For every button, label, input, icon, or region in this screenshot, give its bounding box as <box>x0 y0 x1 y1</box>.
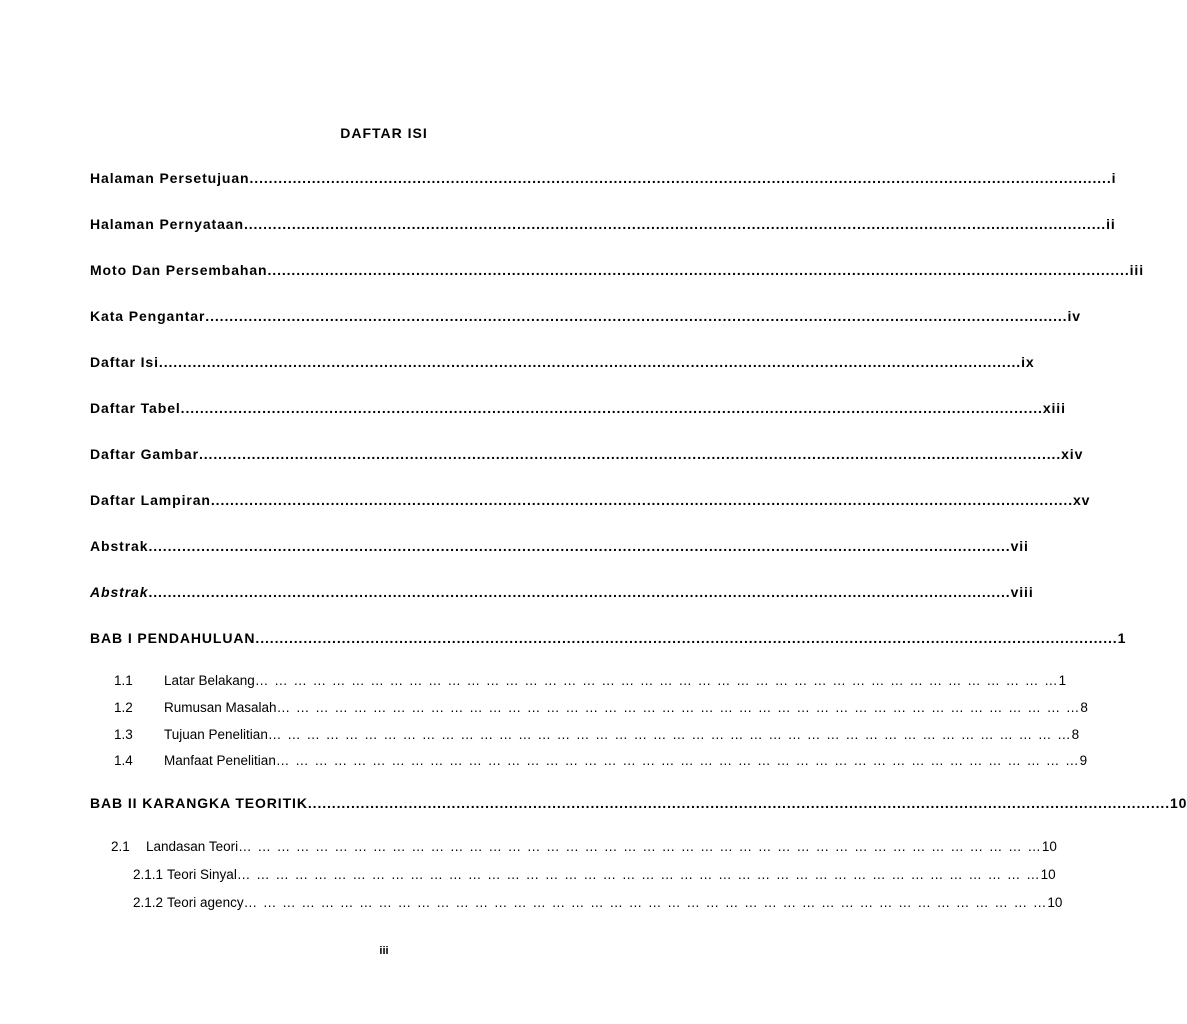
toc-entry-label: Daftar Lampiran <box>90 492 211 508</box>
toc-leader: .................................................................................................................................................................................... <box>148 538 1011 554</box>
toc-leader: .................................................................................................................................................................................... <box>267 262 1130 278</box>
toc-subentry-number: 2.1 <box>111 839 130 854</box>
toc-leader: .................................................................................................................................................................................... <box>307 795 1170 811</box>
toc-entry-label: Halaman Pernyataan <box>90 216 244 232</box>
toc-page-number: 1 <box>1058 673 1067 688</box>
toc-leader: … … … … … … … … … … … … … … … … … … … … … … … … … … … … … … … … … … … … … … … … … … <box>236 867 1041 882</box>
toc-subentry-number: 1.2 <box>114 700 133 715</box>
toc-entry-label: Daftar Gambar <box>90 446 199 462</box>
toc-page-number: xv <box>1073 492 1091 508</box>
toc-subentry-2-1[interactable] <box>111 839 1057 854</box>
toc-entry-label: Daftar Isi <box>90 354 159 370</box>
toc-entry-bab-ii[interactable] <box>90 795 1187 811</box>
toc-page-number: iv <box>1067 308 1081 324</box>
toc-page-number: ix <box>1021 354 1035 370</box>
toc-page-number: 10 <box>1041 839 1057 854</box>
toc-entry-abstrak[interactable] <box>90 538 1029 554</box>
toc-entry-label: Abstrak <box>90 584 149 600</box>
toc-leader: .................................................................................................................................................................................... <box>249 170 1112 186</box>
toc-entry-daftar-lampiran[interactable] <box>90 492 1091 508</box>
toc-page-number: 8 <box>1071 727 1080 742</box>
toc-subentry-label: Teori agency <box>167 895 244 910</box>
toc-leader: .................................................................................................................................................................................... <box>205 308 1068 324</box>
toc-entry-moto-dan-persembahan[interactable] <box>90 262 1144 278</box>
toc-leader: .................................................................................................................................................................................... <box>243 216 1107 232</box>
toc-subentry-1-4[interactable] <box>114 753 1088 768</box>
toc-page-number: 1 <box>1117 630 1127 646</box>
toc-subentry-2-1-1[interactable] <box>133 867 1056 882</box>
toc-leader: … … … … … … … … … … … … … … … … … … … … … … … … … … … … … … … … … … … … … … … … … … <box>238 839 1042 854</box>
toc-subentry-number: 1.4 <box>114 753 133 768</box>
toc-entry-label: Moto Dan Persembahan <box>90 262 268 278</box>
toc-leader: … … … … … … … … … … … … … … … … … … … … … … … … … … … … … … … … … … … … … … … … … … <box>267 727 1072 742</box>
toc-leader: … … … … … … … … … … … … … … … … … … … … … … … … … … … … … … … … … … … … … … … … … … <box>243 895 1048 910</box>
toc-leader: … … … … … … … … … … … … … … … … … … … … … … … … … … … … … … … … … … … … … … … … … … <box>276 700 1081 715</box>
toc-leader: .................................................................................................................................................................................... <box>158 354 1022 370</box>
toc-subentry-1-3[interactable] <box>114 727 1080 742</box>
toc-leader: … … … … … … … … … … … … … … … … … … … … … … … … … … … … … … … … … … … … … … … … … … <box>254 673 1059 688</box>
toc-page-number: viii <box>1010 584 1034 600</box>
toc-entry-halaman-pernyataan[interactable] <box>90 216 1116 232</box>
toc-page-number: iii <box>1129 262 1144 278</box>
toc-leader: .................................................................................................................................................................................... <box>255 630 1118 646</box>
toc-subentry-label: Manfaat Penelitian <box>164 753 276 768</box>
toc-subentry-1-1[interactable] <box>114 673 1067 688</box>
page-title: DAFTAR ISI <box>340 125 428 141</box>
toc-leader: .................................................................................................................................................................................... <box>210 492 1073 508</box>
toc-entry-label: BAB I PENDAHULUAN <box>90 630 256 646</box>
toc-entry-label: Halaman Persetujuan <box>90 170 250 186</box>
toc-entry-label: Abstrak <box>90 538 149 554</box>
toc-page-number: xiv <box>1061 446 1084 462</box>
toc-entry-kata-pengantar[interactable] <box>90 308 1081 324</box>
toc-entry-abstract-english[interactable] <box>90 584 1034 600</box>
toc-subentry-label: Latar Belakang <box>164 673 255 688</box>
toc-page-number: vii <box>1010 538 1029 554</box>
toc-page-number: 8 <box>1080 700 1088 715</box>
toc-page-number: 10 <box>1047 895 1063 910</box>
toc-subentry-label: Teori Sinyal <box>167 867 237 882</box>
toc-leader: .................................................................................................................................................................................... <box>198 446 1062 462</box>
toc-subentry-1-2[interactable] <box>114 700 1088 715</box>
toc-page-number: xiii <box>1042 400 1066 416</box>
toc-page-number: i <box>1111 170 1117 186</box>
toc-leader: .................................................................................................................................................................................... <box>148 584 1011 600</box>
toc-subentry-label: Rumusan Masalah <box>164 700 277 715</box>
toc-subentry-2-1-2[interactable] <box>133 895 1063 910</box>
toc-page-number: 9 <box>1079 753 1088 768</box>
toc-entry-daftar-tabel[interactable] <box>90 400 1066 416</box>
toc-entry-daftar-isi[interactable] <box>90 354 1035 370</box>
toc-leader: … … … … … … … … … … … … … … … … … … … … … … … … … … … … … … … … … … … … … … … … … … <box>275 753 1080 768</box>
toc-subentry-number: 1.1 <box>114 673 133 688</box>
toc-subentry-number: 2.1.2 <box>133 895 164 910</box>
toc-entry-label: Kata Pengantar <box>90 308 206 324</box>
toc-entry-bab-i[interactable] <box>90 630 1127 646</box>
toc-page-number: 10 <box>1040 867 1056 882</box>
toc-page-number: 10 <box>1170 795 1187 811</box>
toc-page-number: ii <box>1106 216 1116 232</box>
toc-subentry-label: Landasan Teori <box>146 839 239 854</box>
toc-subentry-label: Tujuan Penelitian <box>164 727 268 742</box>
toc-entry-label: Daftar Tabel <box>90 400 181 416</box>
toc-subentry-number: 2.1.1 <box>133 867 164 882</box>
toc-subentry-number: 1.3 <box>114 727 133 742</box>
toc-leader: .................................................................................................................................................................................... <box>180 400 1043 416</box>
page-number-footer: iii <box>379 945 389 957</box>
toc-entry-label: BAB II KARANGKA TEORITIK <box>90 795 308 811</box>
toc-entry-daftar-gambar[interactable] <box>90 446 1084 462</box>
toc-entry-halaman-persetujuan[interactable] <box>90 170 1117 186</box>
